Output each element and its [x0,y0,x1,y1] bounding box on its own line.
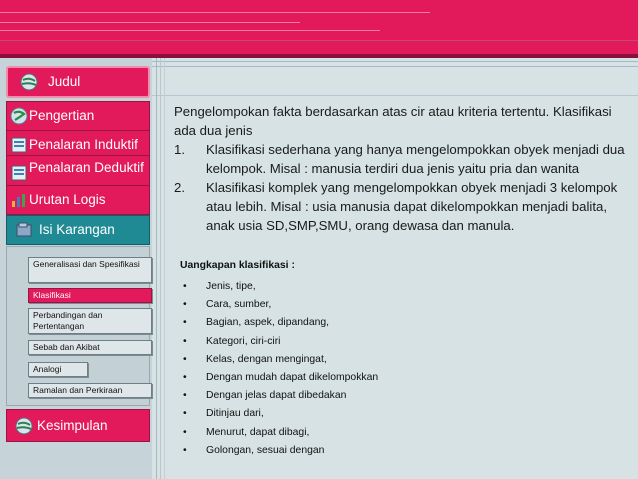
list-text: Klasifikasi komplek yang mengelompokkan obyek menjadi 3 kelompok atau lebih. Misal : usia manusia dapat dikelompokkan menjadi balita, anak usia SD,SMP,SMU, orang dewasa dan manula. [206,180,618,233]
list-item [180,405,480,423]
nav-item-label: Penalaran Deduktif [29,160,144,175]
list-item [180,442,480,460]
judul-label: Judul [48,74,81,89]
list-item [180,351,480,369]
list-item [180,369,480,387]
decor-line [156,58,157,479]
banner-line [0,12,430,13]
ungkapan-list [180,278,480,460]
bullet: • [183,371,187,383]
bullet: • [183,281,187,292]
document-icon [10,164,28,182]
list-number: 2. [174,180,185,195]
list-text: Dengan jelas dapat dibedakan [206,390,347,402]
folder-icon [15,221,33,239]
list-text: Kelas, dengan mengingat, [206,353,327,365]
bullet: • [183,408,187,420]
kesimpulan-button[interactable] [6,409,150,442]
decor-line [152,66,638,67]
globe-icon [15,417,33,435]
globe-icon [20,73,38,91]
list-item [180,333,480,351]
list-item [180,296,480,314]
classification-list [174,140,630,235]
subnav-item-perbandingan[interactable]: Perbandingan dan Pertentangan [28,308,152,334]
list-text: Kategori, ciri-ciri [206,335,281,347]
nav-item-label: Pengertian [29,108,95,123]
bullet: • [183,426,187,438]
decor-line [160,58,161,479]
subnav-item-generalisasi[interactable]: Generalisasi dan Spesifikasi [28,257,152,283]
top-banner [0,0,638,54]
ungkapan-section [180,260,480,460]
list-text: Cara, sumber, [206,299,272,311]
list-text: Klasifikasi sederhana yang hanya mengelompokkan obyek menjadi dua kelompok. Misal : manusia terdiri dua jenis yaitu pria dan wanita [206,142,625,176]
kesimpulan-label: Kesimpulan [37,418,108,433]
list-text: Menurut, dapat dibagi, [206,426,310,438]
list-item [174,140,630,178]
list-item [180,278,480,296]
list-text: Golongan, sesuai dengan [206,444,325,456]
nav-item-isi-karangan[interactable] [6,215,150,245]
globe-icon [10,107,28,125]
document-icon [10,136,28,154]
list-text: Dengan mudah dapat dikelompokkan [206,371,379,383]
nav-item-label: Urutan Logis [29,192,106,207]
bullet: • [183,390,187,402]
list-item [174,178,630,235]
list-item [180,387,480,405]
list-text: Ditinjau dari, [206,408,264,420]
decor-line [164,58,165,479]
list-text: Jenis, tipe, [206,281,256,292]
nav-item-label: Isi Karangan [39,222,115,237]
ungkapan-heading: Uangkapan klasifikasi : [180,260,295,271]
list-number: 1. [174,142,185,157]
subnav-item-klasifikasi[interactable]: Klasifikasi [28,288,152,303]
list-item [180,424,480,442]
subnav-item-sebab-akibat[interactable]: Sebab dan Akibat [28,340,152,355]
nav-item-urutan-logis[interactable] [6,185,150,215]
banner-line [0,30,380,31]
subnav-item-analogi[interactable]: Analogi [28,362,88,377]
bullet: • [183,444,187,456]
judul-button[interactable] [6,66,150,98]
chart-icon [10,191,28,209]
decor-line [0,40,638,41]
list-text: Bagian, aspek, dipandang, [206,317,330,329]
nav-item-pengertian[interactable] [6,101,150,131]
bullet: • [183,299,187,311]
banner-line [0,22,300,23]
bullet: • [183,317,187,329]
main-content [174,102,630,235]
bullet: • [183,353,187,365]
list-item [180,314,480,332]
nav-item-label: Penalaran Induktif [29,137,138,152]
intro-paragraph: Pengelompokan fakta berdasarkan atas cir atau kriteria tertentu. Klasifikasi ada dua jenis [174,104,612,138]
bullet: • [183,335,187,347]
subnav-item-ramalan[interactable]: Ramalan dan Perkiraan [28,383,152,398]
